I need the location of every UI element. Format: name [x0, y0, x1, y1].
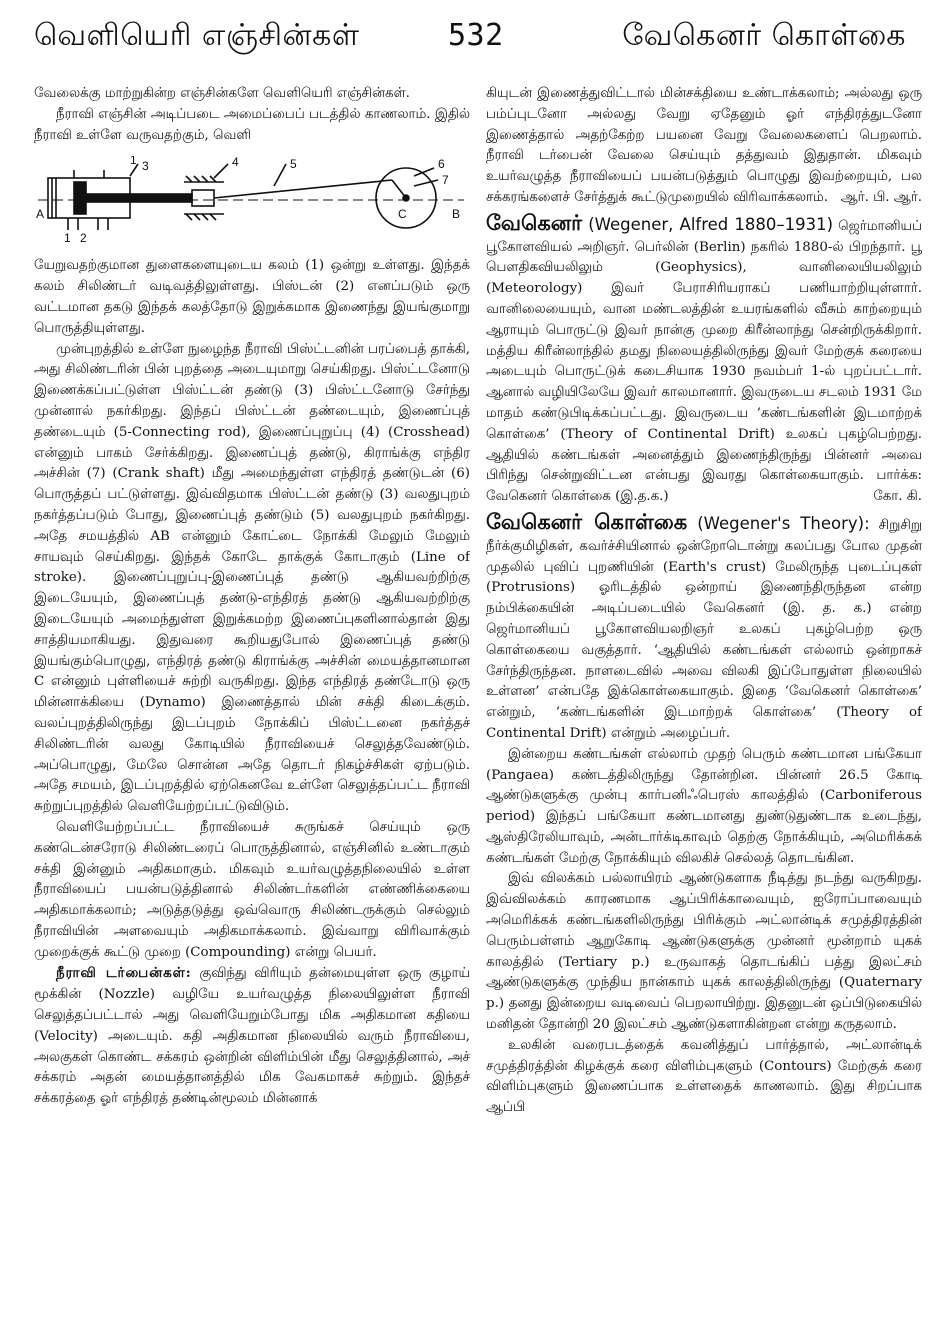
crosshead-shape [192, 190, 214, 206]
diagram-label: 6 [438, 157, 445, 172]
left-column [34, 84, 470, 1324]
diagram-label: 7 [442, 173, 449, 188]
connecting-rod-shape [214, 180, 392, 198]
entry-wegener-theory [486, 509, 922, 745]
paragraph: இவ் விலக்கம் பல்லாயிரம் ஆண்டுகளாக நீடித்து நடந்து வருகிறது. இவ்விலக்கம் காரணமாக ஆப்பிரிக்காவையும், ஐரோப்பாவையும் அமெரிக்கக் கண்டங்களிலிருந்து பிரிக்கும் அட்லான்டிக் சமுத்திரத்தின் பெரும்பள்ளம் ஆறுகோடி ஆண்டுகளுக்கு முன்னர் மூன்றாம் யுகக் காலத்தில் (Tertiary p.) உருவாகத் தொடங்கிப் பத்து இலட்சம் ஆண்டுகளுக்கு முந்திய நான்காம் யுகக் காலத்திலிருந்து (Quaternary p.) தனது இன்றைய வடிவைப் பெறலாயிற்று. இதனுடன் ஒப்பிடுகையில் மனிதன் தோன்றி 20 இலட்சம் ஆண்டுகளாகின்றன என்று கருதலாம். [486, 871, 922, 1033]
paragraph: இன்றைய கண்டங்கள் எல்லாம் முதற் பெரும் கண்டமான பங்கேயா (Pangaea) கண்டத்திலிருந்து தோன்றின. பின்னர் 26.5 கோடி ஆண்டுகளுக்கு முன்பு கார்பனிஃபெரஸ் காலத்தில் (Carboniferous period) இந்தப் பங்கேயா கண்டமானது துண்டுதுண்டாக உடைந்து, ஆஸ்திரேலியாவும், அன்டார்க்டிகாவும் தெற்கு நோக்கியும், அமெரிக்கக் கண்டங்கள் மேற்கு நோக்கியும் விலகிச் செல்லத் தொடங்கின. [486, 746, 922, 866]
page-header [28, 18, 912, 78]
diagram-label: 2 [80, 231, 87, 245]
paragraph: முன்புறத்தில் உள்ளே நுழைந்த நீராவி பிஸ்ட்டனின் பரப்பைத் தாக்கி, அது சிலிண்டரின் பின் புறத்தை அடையுமாறு செய்கிறது. பிஸ்ட்டனோடு இணைக்கப்பட்டுள்ள பிஸ்ட்டன் தண்டு (3) பிஸ்ட்டனோடு சேர்ந்து முன்னால் நகர்கிறது. இந்தப் பிஸ்ட்டன் தண்டையும், இணைப்புத் தண்டையும் (5-Connecting rod), இணைப்புறுப்பு (4) (Crosshead) என்னும் பாகம் சேர்க்கிறது. இணைப்புத் தண்டு, கிராங்க்கு எந்திர அச்சின் (7) (Crank shaft) மீது அமைந்துள்ள எந்திரத் தண்டுடன் (6) பொருத்தப் பட்டுள்ளது. இவ்விதமாக பிஸ்ட்டன் தண்டு (3) வலதுபுறம் நகர்த்தப்படும் போது, இணைப்புத் தண்டும் (5) வலதுபுறம் நகர்கிறது. அதே சமயத்தில் AB என்னும் கோட்டை நோக்கி மேலும் மேலும் சாயவும் செய்கிறது. இந்தக் கோடே தாக்குக் கோடாகும் (Line of stroke). இணைப்புறுப்பு-இணைப்புத் தண்டு ஆகியவற்றிற்கு இடையேயும், இணைப்புத் தண்டு-எந்திரத் தண்டு ஆகியவற்றிற்கு இடையேயும் அமைந்துள்ள இறுக்கமற்ற இணைப்புகளினால்தான் இது சாத்தியமாகியது. இதுவரை கூறியதுபோல் இணைப்புத் தண்டு இயங்கும்பொழுது, எந்திரத் தண்டு கிராங்க்கு அச்சின் மையத்தானமான C என்னும் புள்ளியைச் சுற்றி வருகிறது. இந்த எந்திரத் தண்டோடு ஒரு மின்னாக்கியை (Dynamo) இணைத்தால் மின் சக்தி கிடைக்கும். வலப்புறத்திலிருந்து இடப்புறம் நோக்கிப் பிஸ்ட்டனை நகர்த்தச் சிலிண்டரின் வலது கோடியில் நீராவியைச் செலுத்தவேண்டும். அப்பொழுது, மேலே சொன்ன அதே தொடர் நிகழ்ச்சிகள் ஏற்படும். அதே சமயம், இடப்புறத்தில் ஏற்கெனவே உள்ளே செலுத்தப்பட்ட நீராவி சுற்றுப்புறத்தில் வெளியேற்றப்பட்டுவிடும். [34, 341, 470, 815]
paragraph: வேலைக்கு மாற்றுகின்ற எஞ்சின்களே வெளியெரி எஞ்சின்கள். [34, 86, 410, 101]
subheading: நீராவி டர்பைன்கள்: [56, 965, 192, 982]
running-head-left: வெளியெரி எஞ்சின்கள் [34, 18, 360, 53]
paragraph [34, 963, 470, 1110]
diagram-label: 3 [142, 159, 149, 174]
paragraph: வெளியேற்றப்பட்ட நீராவியைச் சுருங்கச் செய்யும் ஒரு கண்டென்சரோடு சிலிண்டரைப் பொருத்தினால், எஞ்சினில் உண்டாகும் சக்தி இன்னும் அதிகமாகும். மிகவும் உயர்வழுத்தநிலையில் உள்ள நீராவியைப் பயன்படுத்தினால் சிலிண்டர்களின் எண்ணிக்கையை அதிகமாக்கலாம்; அடுத்தடுத்து ஒவ்வொரு சிலிண்டருக்கும் செல்லும் நீராவியின் அளவையும் அதிகமாக்கலாம். இவ்வாறு விரிவாக்கும் முறைக்குக் கூட்டு முறை (Compounding) என்று பெயர். [34, 819, 470, 960]
entry-heading: வேகெனர் [486, 210, 583, 235]
piston-rod-shape [86, 194, 192, 202]
paragraph [486, 84, 922, 209]
author-signature: கோ. கி. [873, 489, 922, 505]
paragraph: நீராவி எஞ்சின் அடிப்படை அமைப்பைப் படத்தில் காணலாம். இதில் நீராவி உள்ளே வருவதற்கும், வெளி [34, 106, 470, 143]
paragraph-text: கியுடன் இணைத்துவிட்டால் மின்சக்தியை உண்டாக்கலாம்; அல்லது ஒரு பம்ப்புடனோ அல்லது வேறு ஏதேனும் ஓர் எந்திரத்துடனோ இணைத்தால் அதற்கேற்ற பயனை வேறு வேலைகளைப் பெறலாம். நீராவி டர்பைன் வேலை செய்யும் தத்துவம் இதுதான். மிகவும் உயர்வழுத்த நீராவியைப் பயன்படுத்தும் பொழுது இவற்றையும், பல சக்கரங்களைச் சேர்த்துக் கூட்டுமுறையில் விரிவாக்கலாம். [486, 86, 922, 205]
entry-body: ஜெர்மானியப் பூகோளவியல் அறிஞர். பெர்லின் (Berlin) நகரில் 1880-ல் பிறந்தார். பூ பௌதிகவியலிலும் (Geophysics), வானிலையியலிலும் (Meteorology) இவர் பேராசிரியராகப் பணியாற்றியுள்ளார். வானிலையையும், வான மண்டலத்தின் உயரங்களில் வீசும் காற்றையும் ஆராயும் பொருட்டு இவர் நான்கு முறை கிரீன்லாந்து சென்றிருக்கிறார். மத்திய கிரீன்லாந்தில் தமது நிலையத்திலிருந்து இவர் மேற்குக் கரையை அடையும் பொருட்டுக் கடைசியாக 1930 நவம்பர் 1-ல் புறப்பட்டார். ஆனால் வழியிலேயே இவர் காலமானார். இவருடைய சடலம் 1931 மே மாதம் கண்டுபிடிக்கப்பட்டது. இவருடைய ‘கண்டங்களின் இடமாற்றக் கொள்கை’ (Theory of Continental Drift) உலகப் புகழ்பெற்றது. ஆதியில் கண்டங்கள் அனைத்தும் இணைந்திருந்து பின்னர் அவை பிரிந்து சென்றுவிட்டன என்பது இவரது கொள்கையாகும். பார்க்க: வேகெனர் கொள்கை (இ.த.க.) [486, 218, 922, 505]
diagram-label: 4 [232, 156, 239, 170]
author-signature: ஆர். பி. ஆர். [840, 189, 922, 205]
paragraph: உலகின் வரைபடத்தைக் கவனித்துப் பார்த்தால், அட்லான்டிக் சமுத்திரத்தின் கிழக்குக் கரை விளிம்புகளும் (Contours) மேற்குக் கரை விளிம்புகளும் இணைப்பாக உள்ளதைக் காணலாம். இது சிறப்பாக ஆப்பி [486, 1037, 922, 1116]
entry-heading-latin: (Wegener, Alfred 1880–1931) [582, 214, 834, 234]
entry-heading: வேகெனர் கொள்கை [486, 509, 688, 534]
diagram-label: 5 [290, 157, 297, 172]
paragraph-text: குவிந்து விரியும் தன்மையுள்ள ஒரு குழாய் மூக்கின் (Nozzle) வழியே உயர்வழுத்த நிலையிலுள்ள நீராவி செலுத்தப்பட்டால் அது வெளியேறும்போது மிக அதிகமான கதியை (Velocity) அடையும். கதி அதிகமான நிலையில் வரும் நீராவியை, அலகுகள் கொண்ட சக்கரம் ஒன்றின் விளிம்பின் மீது செலுத்தினால், அச் சக்கரம் அதன் மையத்தானத்தில் மிக வேகமாகச் சுற்றும். இந்தச் சக்கரத்தை ஓர் எந்திரத் தண்டின்மூலம் மின்னாக் [34, 966, 470, 1107]
diagram-label: C [398, 207, 407, 222]
running-head-right: வேகெனர் கொள்கை [622, 18, 906, 53]
entry-heading-latin: (Wegener's Theory): [687, 513, 870, 533]
diagram-label: 1 [64, 231, 71, 245]
entry-body: சிறுசிறு நீர்க்குமிழிகள், கவர்ச்சியினால் ஒன்றோடொன்று கலப்பது போல முதன் முதலில் புவிப் புறணியின் (Earth's crust) மேலிருந்த புடைப்புகள் (Protrusions) ஓரிடத்தில் ஒன்றாய் இணைந்திருந்தன என்ற நம்பிக்கையின் அடிப்படையில் வேகெனர் (இ. த. க.) என்ற ஜெர்மானியப் பூகோளவியலறிஞர் உலகப் புகழ்பெற்ற ஒரு கொள்கையை வகுத்தார். ‘ஆதியில் கண்டங்கள் எல்லாம் ஒன்றாகச் சேர்ந்திருந்தன. நாளடைவில் அவை விலகி இப்போதுள்ள நிலையில் உள்ளன’ என்பதே இக்கொள்கையாகும். இதை ‘வேகெனர் கொள்கை’ என்றும், ‘கண்டங்களின் இடமாற்றக் கொள்கை’ (Theory of Continental Drift) என்றும் அழைப்பர். [486, 517, 922, 741]
steam-engine-diagram [34, 156, 470, 244]
piston-shape [74, 182, 86, 214]
diagram-label: A [36, 207, 45, 222]
diagram-label: B [452, 207, 461, 222]
right-column [486, 84, 922, 1324]
paragraph: யேறுவதற்குமான துளைகளையுடைய கலம் (1) ஒன்று உள்ளது. இந்தக் கலம் சிலிண்டர் வடிவத்திலுள்ளது. பிஸ்டன் (2) எனப்படும் ஒரு வட்டமான தகடு இந்தக் கலத்தோடு இறுக்கமாக இணைந்து இயங்குமாறு பொருத்தியுள்ளது. [34, 258, 470, 336]
entry-wegener [486, 210, 922, 508]
diagram-label: 1 [130, 156, 137, 168]
page-number: 532 [448, 18, 504, 53]
